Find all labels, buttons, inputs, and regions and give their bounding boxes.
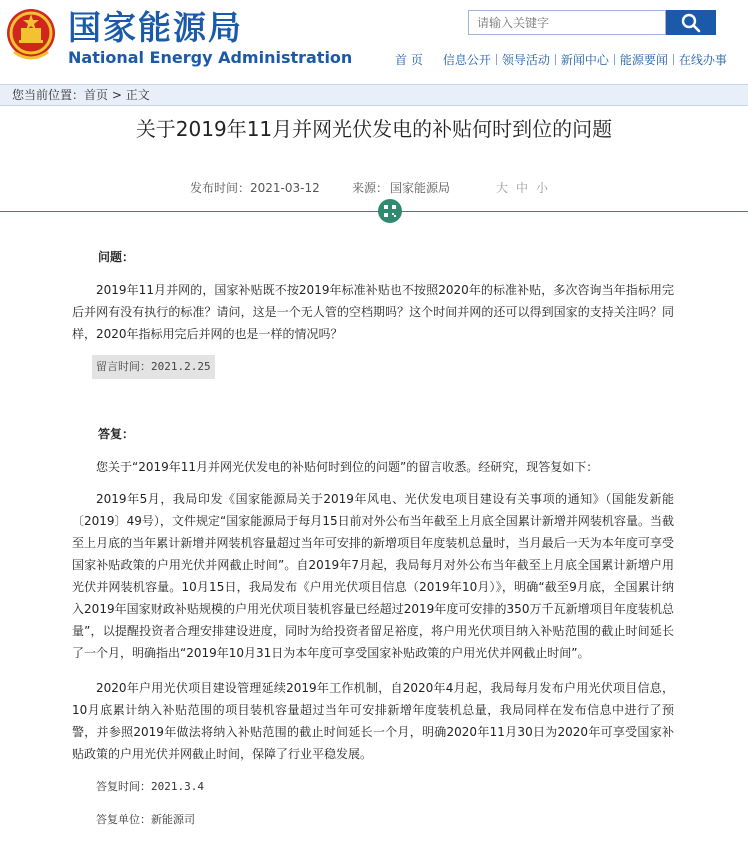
nav-item-energy-news[interactable]: 能源要闻 bbox=[619, 53, 668, 67]
question-heading: 问题： bbox=[98, 250, 135, 264]
nav-divider bbox=[496, 54, 497, 65]
source-label: 来源： bbox=[352, 181, 389, 195]
nav-item-leader-activity[interactable]: 领导活动 bbox=[501, 53, 550, 67]
nav-item-home[interactable]: 首 页 bbox=[395, 53, 423, 67]
reply-unit: 答复单位：新能源司 bbox=[96, 813, 195, 826]
breadcrumb-current: 正文 bbox=[125, 88, 150, 102]
title-divider bbox=[0, 211, 748, 212]
breadcrumb-separator: > bbox=[111, 88, 122, 102]
site-name-en[interactable]: National Energy Administration bbox=[68, 48, 353, 67]
qr-code-icon[interactable] bbox=[378, 199, 402, 223]
site-header bbox=[0, 0, 748, 82]
breadcrumb bbox=[0, 84, 748, 106]
question-text: 2019年11月并网的，国家补贴既不按2019年标准补贴也不按照2020年的标准补贴，多次咨询当年指标用完后并网有没有执行的标准？请问，这是一个无人管的空档期吗？这个时间并网的还可以得到国家的支持关注吗？同样，2020年指标用完后并网的也是一样的情况吗？ bbox=[72, 283, 674, 341]
source-value: 国家能源局 bbox=[390, 181, 451, 195]
answer-paragraph: 您关于“2019年11月并网光伏发电的补贴何时到位的问题”的留言收悉。经研究，现答复如下： bbox=[96, 460, 599, 474]
font-size-small[interactable]: 小 bbox=[536, 181, 550, 195]
breadcrumb-prefix: 您当前位置： bbox=[12, 88, 85, 102]
answer-paragraph: 2020年户用光伏项目建设管理延续2019年工作机制，自2020年4月起，我局每月发布户用光伏项目信息，10月底累计纳入补贴范围的项目装机容量超过当年可安排新增年度装机总量，我局同样在发布信息中进行了预警，并参照2019年做法将纳入补贴范围的截止时间延长一个月，明确2020年11月30日为2020年可享受国家补贴政策的户用光伏并网截止时间，保障了行业平稳发展。 bbox=[72, 681, 674, 761]
font-size-large[interactable]: 大 bbox=[496, 181, 510, 195]
publish-date-label: 发布时间： bbox=[190, 181, 251, 195]
site-name-cn[interactable]: 国家能源局 bbox=[68, 8, 243, 47]
search-button[interactable] bbox=[666, 10, 716, 35]
nav-item-info-public[interactable]: 信息公开 bbox=[442, 53, 491, 67]
national-emblem-icon[interactable] bbox=[6, 6, 56, 66]
answer-heading: 答复： bbox=[98, 427, 135, 441]
message-time: 留言时间：2021.2.25 bbox=[92, 355, 215, 379]
publish-date: 2021-03-12 bbox=[250, 181, 320, 195]
breadcrumb-home-link[interactable]: 首页 bbox=[84, 88, 109, 102]
page-title: 关于2019年11月并网光伏发电的补贴何时到位的问题 bbox=[135, 117, 613, 141]
nav-divider bbox=[673, 54, 674, 65]
reply-time: 答复时间：2021.3.4 bbox=[96, 780, 204, 793]
nav-item-news-center[interactable]: 新闻中心 bbox=[560, 53, 609, 67]
nav-item-online-services[interactable]: 在线办事 bbox=[678, 53, 727, 67]
article-meta bbox=[0, 178, 748, 198]
font-size-switcher bbox=[496, 178, 556, 198]
answer-paragraph: 2019年5月，我局印发《国家能源局关于2019年风电、光伏发电项目建设有关事项的通知》（国能发新能〔2019〕49号），文件规定“国家能源局于每月15日前对外公布当年截至上月底全国累计新增并网装机容量。当截至上月底的当年累计新增并网装机容量超过当年可安排的新增项目年度装机总量时，当月最后一天为本年度可享受国家补贴政策的户用光伏并网截止时间”。自2019年7月起，我局每月对外公布当年截至上月底全国累计新增户用光伏并网装机容量。10月15日，我局发布《户用光伏项目信息（2019年10月）》，明确“截至9月底，全国累计纳入2019年国家财政补贴规模的户用光伏项目装机容量已经超过2019年度可安排的350万千瓦新增项目年度装机总量”，以提醒投资者合理安排建设进度，同时为给投资者留足裕度，将户用光伏项目纳入补贴范围的截止时间延长了一个月，明确指出“2019年10月31日为本年度可享受国家补贴政策的户用光伏并网截止时间”。 bbox=[72, 492, 675, 660]
search-input[interactable] bbox=[468, 10, 666, 35]
font-size-medium[interactable]: 中 bbox=[516, 181, 530, 195]
main-nav bbox=[395, 49, 727, 67]
nav-divider bbox=[555, 54, 556, 65]
nav-divider bbox=[614, 54, 615, 65]
search-icon bbox=[679, 13, 703, 33]
